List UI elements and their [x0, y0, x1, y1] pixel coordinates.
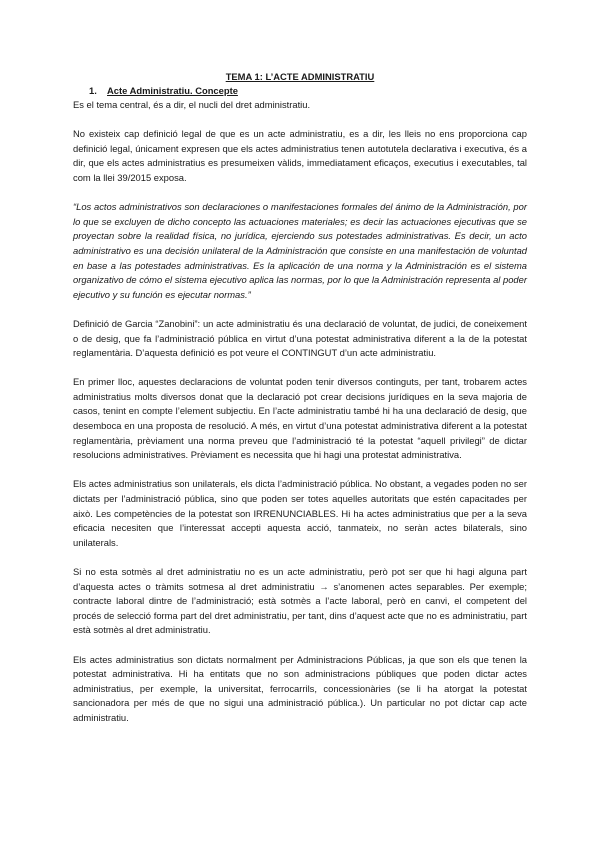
section-number: 1. — [89, 85, 97, 96]
document-title: TEMA 1: L’ACTE ADMINISTRATIU — [225, 71, 375, 82]
paragraph-administracions: Els actes administratius son dictats normalment per Administracions Públicas, ja que son els que tenen la potestat administrativa. Hi ha entitats que no son administracions públiques que poden dictar actes administratius, per exemple, la universitat, ferrocarrils, concessionàries (se li ha atorgat la potestat sancionadora per més de que no sigui una administració pública.). Un particular no pot dictar cap acte administratiu. — [73, 653, 527, 723]
paragraph-quote: “Los actos administrativos son declaraciones o manifestaciones formales del ánimo de la Administración, por lo que se excluyen de dicho concepto las actuaciones materiales; es decir las actuaciones ejecutivas que se proyectan sobre la realidad física, no jurídica, ejerciendo sus potestades administrativas. Es decir, un acto administrativo es una decisión unilateral de la Administración que consiste en una manifestación de voluntad en base a las potestades administrativas. Es la aplicación de una norma y la Administración es el sistema organizativo de cómo el sistema ejecutivo aplica las normas, por lo que la Administración representa al poder ejecutivo y su función es ejecutar normas.” — [73, 201, 527, 300]
paragraph-definition-legal: No existeix cap definició legal de que es un acte administratiu, es a dir, les lleis no ens proporciona cap definició legal, únicament expresen que els actes administratius tenen autotutela declarativa i executiva, és a dir, que els actes administratius es presumeixen vàlids, immediatament eficaços, executius i executables, tal com la llei 39/2015 exposa. — [73, 128, 527, 183]
paragraph-unilaterals: Els actes administratius son unilaterals, els dicta l’administració pública. No obstant, a vegades poden no ser dictats per l’administració pública, sino que poden ser totes aquelles autoritats que estén capacitades per això. Les competències de la potestat son IRRENUNCIABLES. Hi ha actes administratius que per a la seva eficacia necesiten que l’interessat accepti aquesta acció, tanmateix, no seràn actes bilaterals, sino unilaterals. — [73, 478, 527, 548]
paragraph-separables: Si no esta sotmès al dret administratiu no es un acte administratiu, però pot ser que hi hagi alguna part d’aquesta actes o tràmits sotmesa al dret administratiu → s’anomenen actes separables. Per exemple; contracte laboral dintre de l’administració; està sotmès a l’acte laboral, però en canvi, el competent del procés de selecció forma part del dret administratiu, per tant, dins d’aquest acte que no es administratiu, part està sotmès al dret administratiu. — [73, 566, 527, 636]
section-title: Acte Administratiu. Concepte — [107, 85, 238, 96]
paragraph-intro: Es el tema central, és a dir, el nucli del dret administratiu. — [73, 99, 311, 110]
section-heading — [73, 84, 527, 98]
paragraph-contingut: En primer lloc, aquestes declaracions de voluntat poden tenir diversos continguts, per tant, trobarem actes administratius molts diversos donat que la declaració pot crear decisions jurídiques en la seva majoria de casos, tenint en compte l’element subjectiu. En l’acte administratiu també hi ha una declaració de desig, que desemboca en una proposta de resolució. A més, en virtut d’una potestat administrativa diferent a la potestat reglamentària, prèviament una norma preveu que l’administració té la potestat “aquell privilegi” de dictar resolucions administratives. Prèviament es necessita que hi hagi una protestat administrativa. — [73, 376, 527, 461]
paragraph-zanobini: Definició de Garcia “Zanobini”: un acte administratiu és una declaració de voluntat, de judici, de coneixement o de desig, que fa l’administració pública en virtut d’una potestat administrativa diferent a la de la potestat reglamentària. D’aquesta definició es pot veure el CONTINGUT d’un acte administratiu. — [73, 317, 527, 359]
